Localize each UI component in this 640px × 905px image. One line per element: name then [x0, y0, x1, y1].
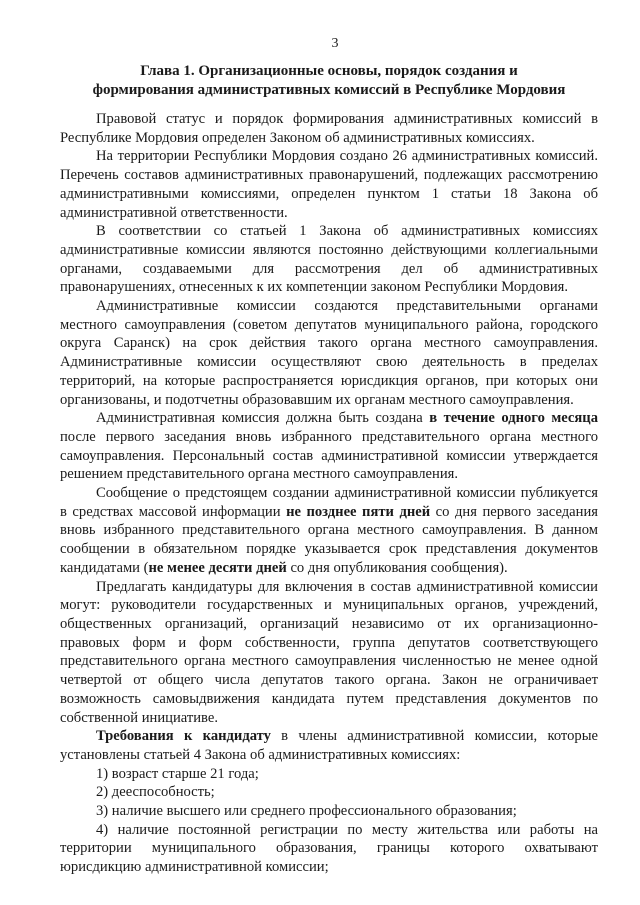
paragraph-text: в члены административной комиссии, которые установлены статьей 4 Закона об административных комиссиях:: [60, 728, 598, 763]
requirement-item: 1) возраст старше 21 года;: [96, 765, 259, 782]
paragraph-text: Административная комиссия должна быть создана: [96, 410, 430, 427]
paragraph-commission-count: На территории Республики Мордовия создано 26 административных комиссий. Перечень составов административных правонарушений, подлежащих рассмотрению административными комиссиями, определен пунктом 1 статьи 18 Закона об административной ответственности.: [60, 148, 598, 221]
paragraph-requirements-intro: [60, 727, 598, 764]
paragraph-text: после первого заседания вновь избранного представительного органа местного самоуправления. Персональный состав административной комиссии утверждается решением представительного органа местного самоуправления.: [60, 428, 598, 483]
paragraph-article-1: В соответствии со статьей 1 Закона об административных комиссиях административные комиссии являются постоянно действующими коллегиальными органами, создаваемыми для рассмотрения дел об административных правонарушениях, отнесенных к их компетенции законом Республики Мордовия.: [60, 223, 598, 296]
chapter-title: [60, 62, 598, 100]
paragraph-text: со дня первого заседания вновь избранного представительного органа местного самоуправления. В данном сообщении в обязательном порядке указывается срок представления документов кандидатами (: [60, 503, 598, 576]
bold-text: не менее десяти дней: [148, 559, 287, 576]
page-number: 3: [331, 36, 339, 51]
requirement-item: 4) наличие постоянной регистрации по месту жительства или работы на территории муниципального образования, границы которого охватывают юрисдикцию административной комиссии;: [60, 821, 598, 876]
paragraph-creation-bodies: Административные комиссии создаются представительными органами местного самоуправления (советом депутатов муниципального района, городского округа Саранск) на срок действия такого органа местного самоуправления. Административные комиссии осуществляют свою деятельность в пределах территорий, на которые распространяется юрисдикция органов, при которых они организованы, и подотчетны образовавшим их органам местного самоуправления.: [60, 298, 598, 408]
bold-text: в течение одного месяца: [429, 410, 598, 427]
paragraph-announcement: [60, 484, 598, 578]
chapter-title-line-1: Глава 1. Организационные основы, порядок создания и: [140, 63, 518, 79]
paragraph-text: со дня опубликования сообщения).: [286, 559, 508, 576]
chapter-title-line-2: формирования административных комиссий в Республике Мордовия: [92, 82, 566, 98]
bold-text: Требования к кандидату: [96, 728, 271, 745]
paragraph-nominations: Предлагать кандидатуры для включения в состав административной комиссии могут: руководители государственных и муниципальных органов, учреждений, общественных организаций, организаций независимо от их организационно-правовых форм и форм собственности, группа депутатов соответствующего представительного органа местного самоуправления численностью не менее одной четвертой от общего числа депутатов такого органа. Закон не ограничивает возможность самовыдвижения кандидата путем представления документов по собственной инициативе.: [60, 578, 598, 726]
requirement-item: 3) наличие высшего или среднего профессионального образования;: [96, 803, 517, 820]
bold-text: не позднее пяти дней: [286, 503, 431, 520]
requirement-item: 2) дееспособность;: [96, 784, 215, 801]
paragraph-creation-deadline: [60, 409, 598, 484]
paragraph-legal-status: Правовой статус и порядок формирования административных комиссий в Республике Мордовия определен Законом об административных комиссиях.: [60, 111, 598, 146]
paragraph-text: Сообщение о предстоящем создании административной комиссии публикуется в средствах массовой информации: [60, 485, 598, 520]
